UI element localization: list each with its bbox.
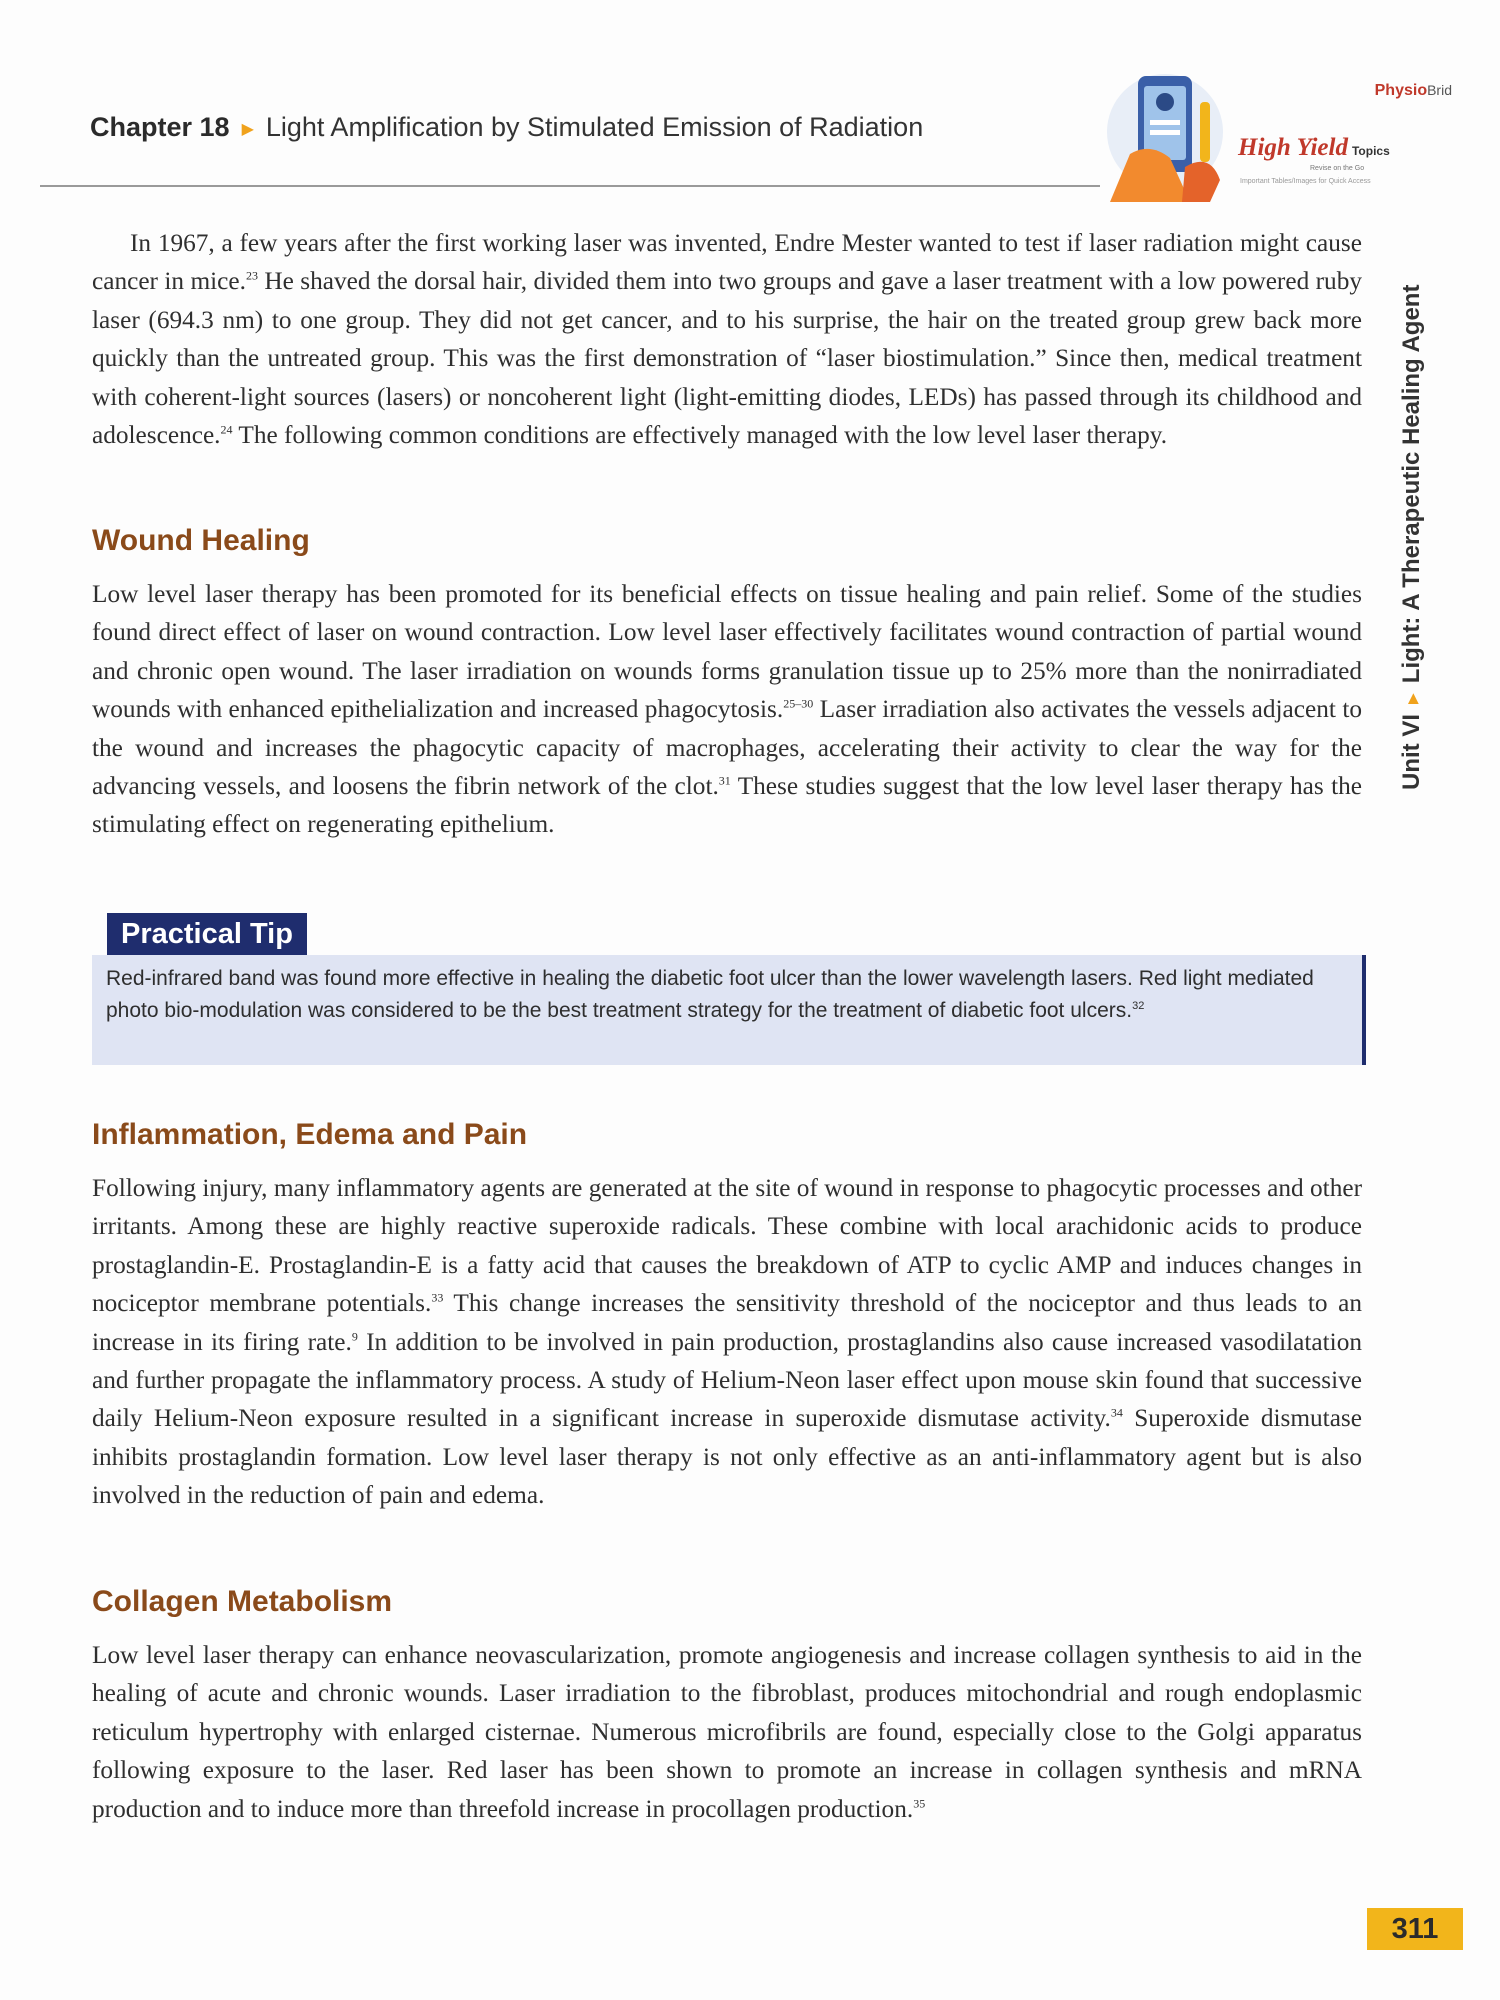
practical-tip-box — [92, 955, 1366, 1065]
citation: 35 — [913, 1796, 926, 1811]
section-heading-collagen: Collagen Metabolism — [92, 1585, 393, 1618]
chapter-title: Light Amplification by Stimulated Emission of Radiation — [265, 112, 924, 142]
citation: 9 — [351, 1329, 358, 1344]
section-heading-wound-healing: Wound Healing — [92, 524, 310, 557]
inflammation-paragraph: Following injury, many inflammatory agents are generated at the site of wound in response to phagocytic processes and other irritants. Among these are highly reactive superoxide radicals. These combine with local arachidonic acids to produce prostaglandin-E. Prostaglandin-E is a fatty acid that causes the breakdown of ATP to cyclic AMP and induces changes in nociceptor membrane potentials.$^{33}$ This change increases the sensitivity threshold of the nociceptor and thus leads to an increase in its firing rate.$^9$ In addition to be involved in pain production, prostaglandins also cause increased vasodilatation and further propagate the inflammatory process. A study of Helium-Neon laser effect upon mouse skin found that successive daily Helium-Neon exposure resulted in a significant increase in superoxide dismutase activity.$^{34}$ Superoxide dismutase inhibits prostaglandin formation. Low level laser therapy is not only effective as an anti-inflammatory agent but is also involved in the reduction of pain and edema. — [92, 1174, 1362, 1510]
citation: 34 — [1110, 1406, 1123, 1421]
triangle-right-icon: ▶ — [241, 120, 254, 138]
unit-number: Unit VI — [1398, 714, 1425, 790]
brand-name: PhysioBrid — [1374, 82, 1452, 99]
citation: 25–30 — [783, 696, 814, 711]
citation: 31 — [718, 773, 731, 788]
section-heading-inflammation: Inflammation, Edema and Pain — [92, 1118, 528, 1151]
wound-healing-paragraph: Low level laser therapy has been promoted for its beneficial effects on tissue healing and pain relief. Some of the studies found direct effect of laser on wound contraction. Low level laser effectively facilitates wound contraction of partial wound and chronic open wound. The laser irradiation on wounds forms granulation tissue up to 25% more than the nonirradiated wounds with enhanced epithelialization and increased phagocytosis.$^{25-30}$ Laser irradiation also activates the vessels adjacent to the wound and increases the phagocytic capacity of macrophages, accelerating their activity to clear the way for the advancing vessels, and loosens the fibrin network of the clot.$^{31}$ These studies suggest that the low level laser therapy has the stimulating effect on regenerating epithelium. — [92, 580, 1362, 839]
page-number: 311 — [1367, 1908, 1463, 1950]
unit-title: Light: A Therapeutic Healing Agent — [1398, 284, 1425, 684]
running-header — [90, 112, 923, 143]
unit-side-label — [1398, 285, 1426, 790]
badge-subtagline: Important Tables/Images for Quick Access — [1240, 178, 1371, 185]
citation: 33 — [431, 1290, 444, 1305]
practical-tip-label: Practical Tip — [107, 913, 307, 955]
chapter-number: Chapter 18 — [90, 112, 230, 142]
triangle-right-icon: ▶ — [1404, 693, 1421, 704]
citation: 24 — [220, 422, 233, 437]
badge-tagline: Revise on the Go — [1310, 165, 1365, 172]
high-yield-badge: High Yield Topics — [1238, 134, 1390, 161]
header-rule — [40, 185, 1100, 187]
collagen-paragraph: Low level laser therapy can enhance neovascularization, promote angiogenesis and increase collagen synthesis to aid in the healing of acute and chronic wounds. Laser irradiation to the fibroblast, produces mitochondrial and rough endoplasmic reticulum hypertrophy with enlarged cisternae. Numerous microfibrils are found, especially close to the Golgi apparatus following exposure to the laser. Red laser has been shown to promote an increase in collagen synthesis and mRNA production and to induce more than threefold increase in procollagen production.$^{35}$ — [92, 1641, 1362, 1823]
practical-tip-text: Red-infrared band was found more effective in healing the diabetic foot ulcer than the lower wavelength lasers. Red light mediated photo bio-modulation was considered to be the best treatment strategy for the treatment of diabetic foot ulcers.$^{32}$ — [106, 967, 1314, 1022]
intro-paragraph: In 1967, a few years after the first working laser was invented, Endre Mester wanted to test if laser radiation might cause cancer in mice.$^{23}$ He shaved the dorsal hair, divided them into two groups and gave a laser treatment with a low powered ruby laser (694.3 nm) to one group. They did not get cancer, and to his surprise, the hair on the treated group grew back more quickly than the untreated group. This was the first demonstration of “laser biostimulation.” Since then, medical treatment with coherent-light sources (lasers) or noncoherent light (light-emitting diodes, LEDs) has passed through its childhood and adolescence.$^{24}$ The following common conditions are effectively managed with the low level laser therapy. — [92, 229, 1363, 450]
citation: 32 — [1132, 1000, 1145, 1012]
citation: 23 — [245, 268, 258, 283]
